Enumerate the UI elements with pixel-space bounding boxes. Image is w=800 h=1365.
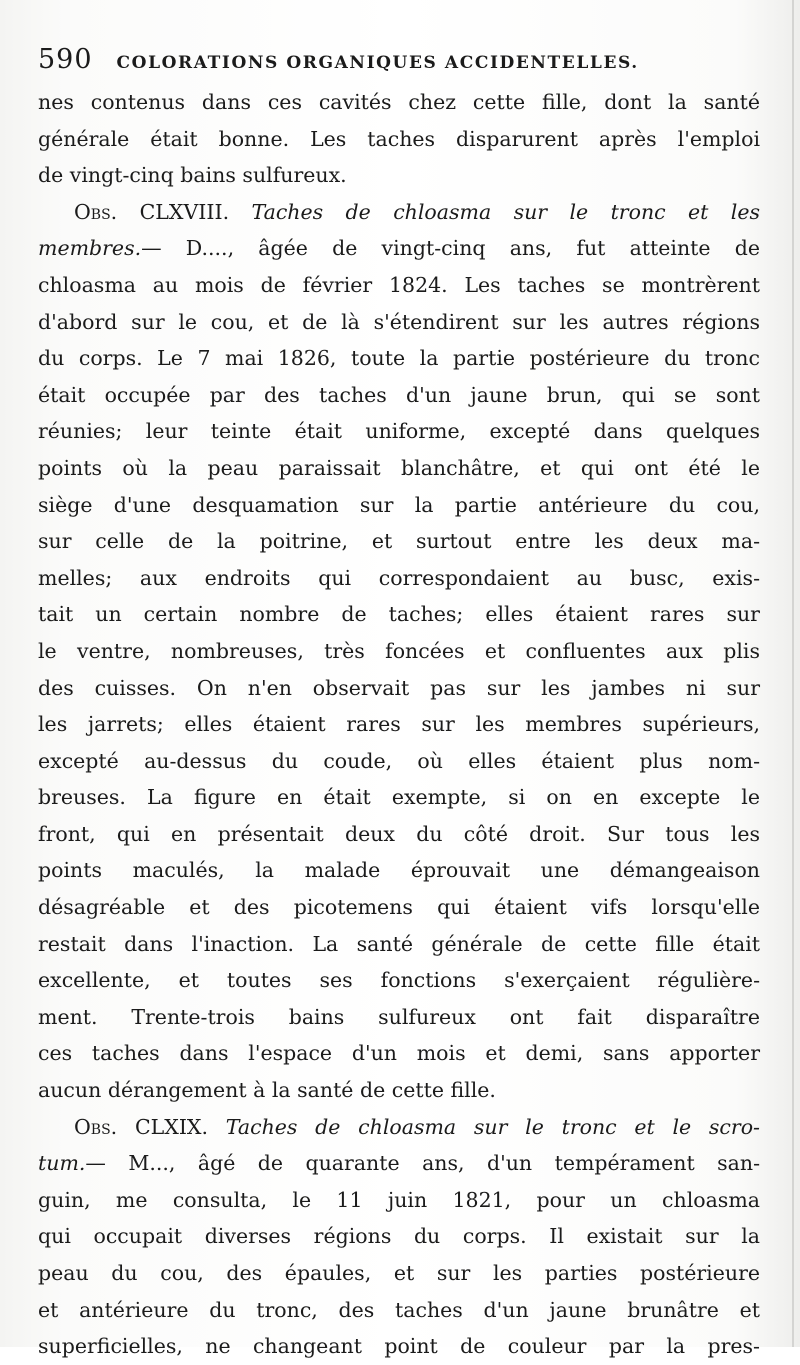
text-line [38, 852, 760, 889]
text-line [38, 84, 760, 121]
text-line [38, 926, 760, 963]
line-text: d'abord sur le cou, et de là s'étendirent sur les autres régions [38, 309, 760, 334]
page-header [38, 44, 758, 84]
line-text: qui occupait diverses régions du corps. Il existait sur la [38, 1224, 760, 1249]
text-line [38, 779, 760, 816]
text-line [38, 230, 760, 267]
line-text: breuses. La figure en était exempte, si on en excepte le [38, 785, 760, 810]
running-title: COLORATIONS ORGANIQUES ACCIDENTELLES. [116, 53, 639, 73]
observation-title: membres. [38, 236, 142, 261]
observation-title: Taches de chloasma sur le tronc et le scro- [225, 1114, 760, 1139]
line-text: peau du cou, des épaules, et sur les parties postérieure [38, 1261, 760, 1285]
text-line [38, 121, 760, 158]
page-edge-shadow [792, 0, 794, 1347]
text-line [38, 1072, 760, 1109]
text-line [38, 377, 760, 414]
line-text: guin, me consulta, le 11 juin 1821, pour un chloasma [38, 1187, 760, 1212]
line-text: réunies; leur teinte était uniforme, excepté dans quelques [38, 419, 760, 444]
text-line [38, 450, 760, 487]
text-line [38, 999, 760, 1036]
line-text: les jarrets; elles étaient rares sur les membres supérieurs, [38, 712, 760, 737]
observation-title: Taches de chloasma sur le tronc et les [251, 199, 760, 224]
line-text: front, qui en présentait deux du côté droit. Sur tous les [38, 821, 760, 846]
line-text: excellente, et toutes ses fonctions s'exerçaient régulière- [38, 968, 760, 993]
line-text: melles; aux endroits qui correspondaient au busc, exis- [38, 565, 760, 590]
line-text: points maculés, la malade éprouvait une démangeaison [38, 858, 760, 883]
text-line [38, 1328, 760, 1365]
text-line [38, 157, 760, 194]
text-line [38, 889, 760, 926]
line-text: sur celle de la poitrine, et surtout entre les deux ma- [38, 529, 760, 554]
line-text: restait dans l'inaction. La santé générale de cette fille était [38, 931, 760, 956]
line-text: du corps. Le 7 mai 1826, toute la partie postérieure du tronc [38, 346, 760, 371]
text-line [38, 816, 760, 853]
observation-title: tum. [38, 1151, 86, 1176]
text-line [38, 523, 760, 560]
line-text: chloasma au mois de février 1824. Les taches se montrèrent [38, 272, 760, 297]
line-text: tait un certain nombre de taches; elles étaient rares sur [38, 602, 760, 627]
text-line [38, 194, 760, 231]
line-text: — D...., âgée de vingt-cinq ans, fut atteinte de [141, 236, 760, 261]
text-line [38, 1292, 760, 1329]
line-text: superficielles, ne changeant point de couleur par la pres- [38, 1334, 760, 1359]
text-line [38, 743, 760, 780]
text-line [38, 1255, 760, 1292]
line-text: des cuisses. On n'en observait pas sur les jambes ni sur [38, 675, 760, 700]
line-text: était occupée par des taches d'un jaune brun, qui se sont [38, 382, 760, 407]
text-line [38, 487, 760, 524]
line-text: nes contenus dans ces cavités chez cette fille, dont la santé [38, 90, 760, 114]
text-line [38, 596, 760, 633]
observation-label: Obs. CLXVIII. [74, 199, 230, 224]
page-body [38, 84, 760, 1365]
line-text: ment. Trente-trois bains sulfureux ont fait disparaître [38, 1004, 760, 1029]
text-line [38, 267, 760, 304]
text-line [38, 1109, 760, 1146]
line-text: — M..., âgé de quarante ans, d'un tempérament san- [85, 1151, 760, 1176]
text-line [38, 1182, 760, 1219]
text-line [38, 670, 760, 707]
line-text: et antérieure du tronc, des taches d'un jaune brunâtre et [38, 1297, 760, 1322]
line-text: de vingt-cinq bains sulfureux. [38, 163, 347, 188]
text-line [38, 1035, 760, 1072]
line-text: générale était bonne. Les taches disparurent après l'emploi [38, 126, 760, 151]
line-text: excepté au-dessus du coude, où elles étaient plus nom- [38, 748, 760, 773]
text-line [38, 304, 760, 341]
text-line [38, 962, 760, 999]
text-line [38, 706, 760, 743]
line-text: aucun dérangement à la santé de cette fille. [38, 1078, 496, 1103]
page-number: 590 [38, 44, 93, 75]
text-line [38, 1218, 760, 1255]
observation-label: Obs. CLXIX. [74, 1114, 209, 1139]
line-text: siège d'une desquamation sur la partie antérieure du cou, [38, 492, 760, 517]
text-line [38, 633, 760, 670]
text-line [38, 340, 760, 377]
line-text: le ventre, nombreuses, très foncées et confluentes aux plis [38, 638, 760, 663]
text-line [38, 1145, 760, 1182]
line-text: ces taches dans l'espace d'un mois et demi, sans apporter [38, 1041, 760, 1066]
line-text: désagréable et des picotemens qui étaient vifs lorsqu'elle [38, 895, 760, 920]
text-line [38, 413, 760, 450]
text-line [38, 560, 760, 597]
line-text: points où la peau paraissait blanchâtre, et qui ont été le [38, 455, 760, 480]
